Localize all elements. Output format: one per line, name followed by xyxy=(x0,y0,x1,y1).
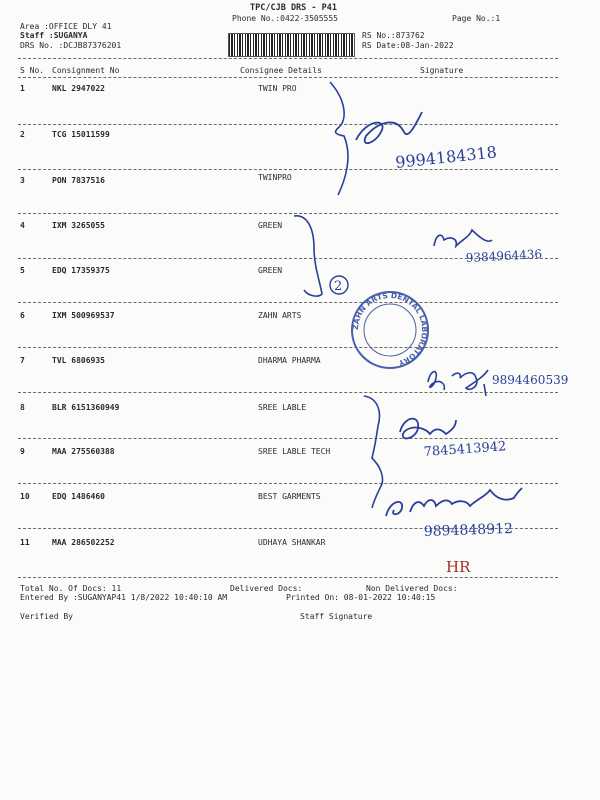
row-sno: 11 xyxy=(20,538,30,547)
row-consignment: MAA 275560388 xyxy=(52,447,115,456)
row-sno: 8 xyxy=(20,403,25,412)
row-consignment: MAA 286502252 xyxy=(52,538,115,547)
row-sno: 4 xyxy=(20,221,25,230)
circled-number-ring xyxy=(330,276,348,294)
row-divider xyxy=(18,213,558,214)
row-consignment: TVL 6806935 xyxy=(52,356,105,365)
row-consignee: ZAHN ARTS xyxy=(258,311,302,320)
row-divider xyxy=(18,169,558,170)
barcode xyxy=(228,33,355,57)
row-sno: 2 xyxy=(20,130,25,139)
row-consignee: DHARMA PHARMA xyxy=(258,356,321,365)
row-sno: 9 xyxy=(20,447,25,456)
row-consignee: TWINPRO xyxy=(258,173,292,182)
row-divider xyxy=(18,438,558,439)
signature-stroke xyxy=(400,419,456,439)
header-divider xyxy=(18,58,558,59)
signature-stroke xyxy=(356,112,422,143)
handwritten-phone-1: 9994184318 xyxy=(394,142,498,172)
row-consignment: NKL 2947022 xyxy=(52,84,105,93)
stamp-text: ZAHN ARTS DENTAL LABORATORY xyxy=(350,290,430,368)
row-consignment: BLR 6151360949 xyxy=(52,403,120,412)
row-consignee: TWIN PRO xyxy=(258,84,297,93)
printed-on: Printed On: 08-01-2022 10:40:15 xyxy=(286,593,436,602)
row-consignment: PON 7837516 xyxy=(52,176,105,185)
columns-divider xyxy=(18,77,558,78)
col-sno: S No. xyxy=(20,66,45,75)
sheet-title: TPC/CJB DRS - P41 xyxy=(250,3,337,13)
row-sno: 10 xyxy=(20,492,30,501)
rs-number: RS No.:873762 xyxy=(362,31,425,40)
col-consignee: Consignee Details xyxy=(240,66,322,75)
row-consignee: BEST GARMENTS xyxy=(258,492,321,501)
delivered-docs: Delivered Docs: xyxy=(230,584,303,593)
bracket-stroke xyxy=(364,396,383,508)
col-consignment: Consignment No xyxy=(52,66,120,75)
row-divider xyxy=(18,483,558,484)
entered-by: Entered By :SUGANYAP41 1/8/2022 10:40:10 AM xyxy=(20,593,228,602)
row-divider xyxy=(18,347,558,348)
non-delivered-docs: Non Delivered Docs: xyxy=(366,584,458,593)
signature-stroke xyxy=(434,230,492,246)
row-sno: 5 xyxy=(20,266,25,275)
row-divider xyxy=(18,392,558,393)
verified-by: Verified By xyxy=(20,612,73,621)
signature-stroke xyxy=(386,488,522,516)
page-number: Page No.:1 xyxy=(452,14,501,23)
row-consignment: TCG 15011599 xyxy=(52,130,110,139)
row-consignment: EDQ 17359375 xyxy=(52,266,110,275)
row-consignee: GREEN xyxy=(258,266,283,275)
circled-number: 2 xyxy=(334,279,343,294)
row-consignee: UDHAYA SHANKAR xyxy=(258,538,326,547)
row-sno: 6 xyxy=(20,311,25,320)
row-consignee: SREE LABLE xyxy=(258,403,307,412)
area-label: Area :OFFICE DLY 41 xyxy=(20,22,112,31)
bracket-stroke xyxy=(294,216,322,296)
staff-label: Staff :SUGANYA xyxy=(20,31,88,40)
row-divider xyxy=(18,528,558,529)
handwritten-phone-4: 7845413942 xyxy=(423,439,507,460)
bracket-stroke xyxy=(330,82,348,195)
row-consignment: EDQ 1486460 xyxy=(52,492,105,501)
total-docs: Total No. Of Docs: 11 xyxy=(20,584,122,593)
row-consignment: IXM 500969537 xyxy=(52,311,115,320)
drs-number: DRS No. :DCJB87376201 xyxy=(20,41,122,50)
row-sno: 3 xyxy=(20,176,25,185)
row-divider xyxy=(18,302,558,303)
handwritten-initials: HR xyxy=(446,558,471,576)
row-consignee: GREEN xyxy=(258,221,283,230)
handwritten-phone-2: 9384964436 xyxy=(465,247,543,265)
row-consignee: SREE LABLE TECH xyxy=(258,447,331,456)
handwritten-phone-3: 9894460539 xyxy=(492,373,569,387)
staff-signature-label: Staff Signature xyxy=(300,612,373,621)
row-sno: 1 xyxy=(20,84,25,93)
phone-number: Phone No.:0422-3505555 xyxy=(232,14,338,23)
row-divider xyxy=(18,258,558,259)
rs-date: RS Date:08-Jan-2022 xyxy=(362,41,454,50)
row-consignment: IXM 3265055 xyxy=(52,221,105,230)
row-sno: 7 xyxy=(20,356,25,365)
handwritten-phone-5: 9894848912 xyxy=(423,520,514,540)
table-end-divider xyxy=(18,577,558,578)
row-divider xyxy=(18,124,558,125)
col-signature: Signature xyxy=(420,66,464,75)
